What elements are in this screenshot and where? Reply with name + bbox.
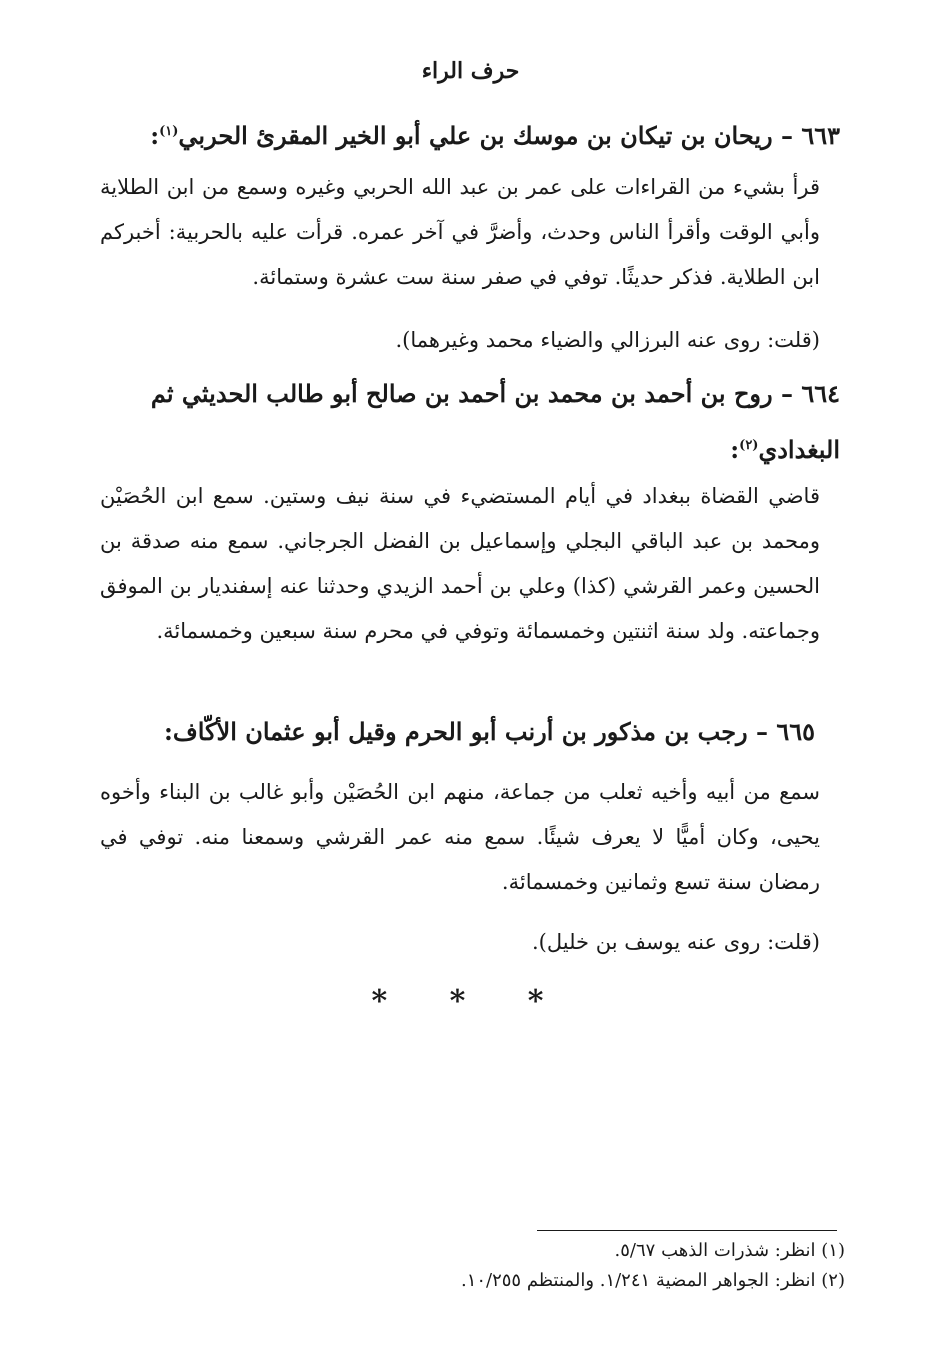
section-separator: * * *	[371, 984, 570, 1019]
heading-colon: :	[150, 121, 160, 150]
entry-body-665: سمع من أبيه وأخيه ثعلب من جماعة، منهم ابن الحُصَيْن وأبو غالب بن البناء وأخوه يحيى، وكان أميًّا لا يعرف شيئًا. سمع منه عمر القرشي وسمعنا منه. توفي في رمضان سنة تسع وثمانين وخمسمائة.	[100, 780, 820, 894]
entry-body-664: قاضي القضاة ببغداد في أيام المستضيء في سنة نيف وستين. سمع ابن الحُصَيْن ومحمد بن عبد الباقي البجلي وإسماعيل بن الفضل الجرجاني. سمع منه صدقة بن الحسين وعمر القرشي (كذا) وعلي بن أحمد الزيدي وحدثنا عنه إسفنديار بن الموفق وجماعته. ولد سنة اثنتين وخمسمائة وتوفي في محرم سنة سبعين وخمسمائة.	[100, 484, 820, 643]
entry-heading-664	[95, 368, 840, 476]
entry-note-663: (قلت: روى عنه البرزالي والضياء محمد وغيرهما).	[395, 328, 820, 352]
footnote-divider	[537, 1230, 837, 1231]
entry-body-663: قرأ بشيء من القراءات على عمر بن عبد الله الحربي وغيره وسمع من ابن الطلاية وأبي الوقت وأقرأ الناس وحدث، وأضرَّ في آخر عمره. قرأت عليه بالحربية: أخبركم ابن الطلاية. فذكر حديثًا. توفي في صفر سنة ست عشرة وستمائة.	[100, 175, 820, 289]
footnote-ref: (١)	[159, 124, 179, 139]
heading-colon: :	[730, 435, 740, 464]
chapter-title: حرف الراء	[421, 58, 520, 84]
entry-heading-text: ٦٦٣ – ريحان بن تيكان بن موسك بن علي أبو الخير المقرئ الحربي	[178, 121, 840, 150]
entry-heading-663	[95, 106, 840, 162]
footnote-2: (٢) انظر: الجواهر المضية ١/٢٤١. والمنتظم ١٠/٢٥٥.	[460, 1270, 845, 1291]
footnote-1: (١) انظر: شذرات الذهب ٥/٦٧.	[614, 1240, 845, 1261]
entry-note-665: (قلت: روى عنه يوسف بن خليل).	[531, 930, 820, 954]
entry-heading-text: ٦٦٥ – رجب بن مذكور بن أرنب أبو الحرم وقيل أبو عثمان الأكّاف	[172, 717, 815, 746]
entry-heading-665	[95, 706, 815, 758]
footnote-ref: (٢)	[739, 438, 759, 453]
heading-colon: :	[164, 717, 173, 746]
entry-heading-text: ٦٦٤ – روح بن أحمد بن محمد بن أحمد بن صالح أبو طالب الحديثي ثم البغدادي	[150, 379, 840, 464]
